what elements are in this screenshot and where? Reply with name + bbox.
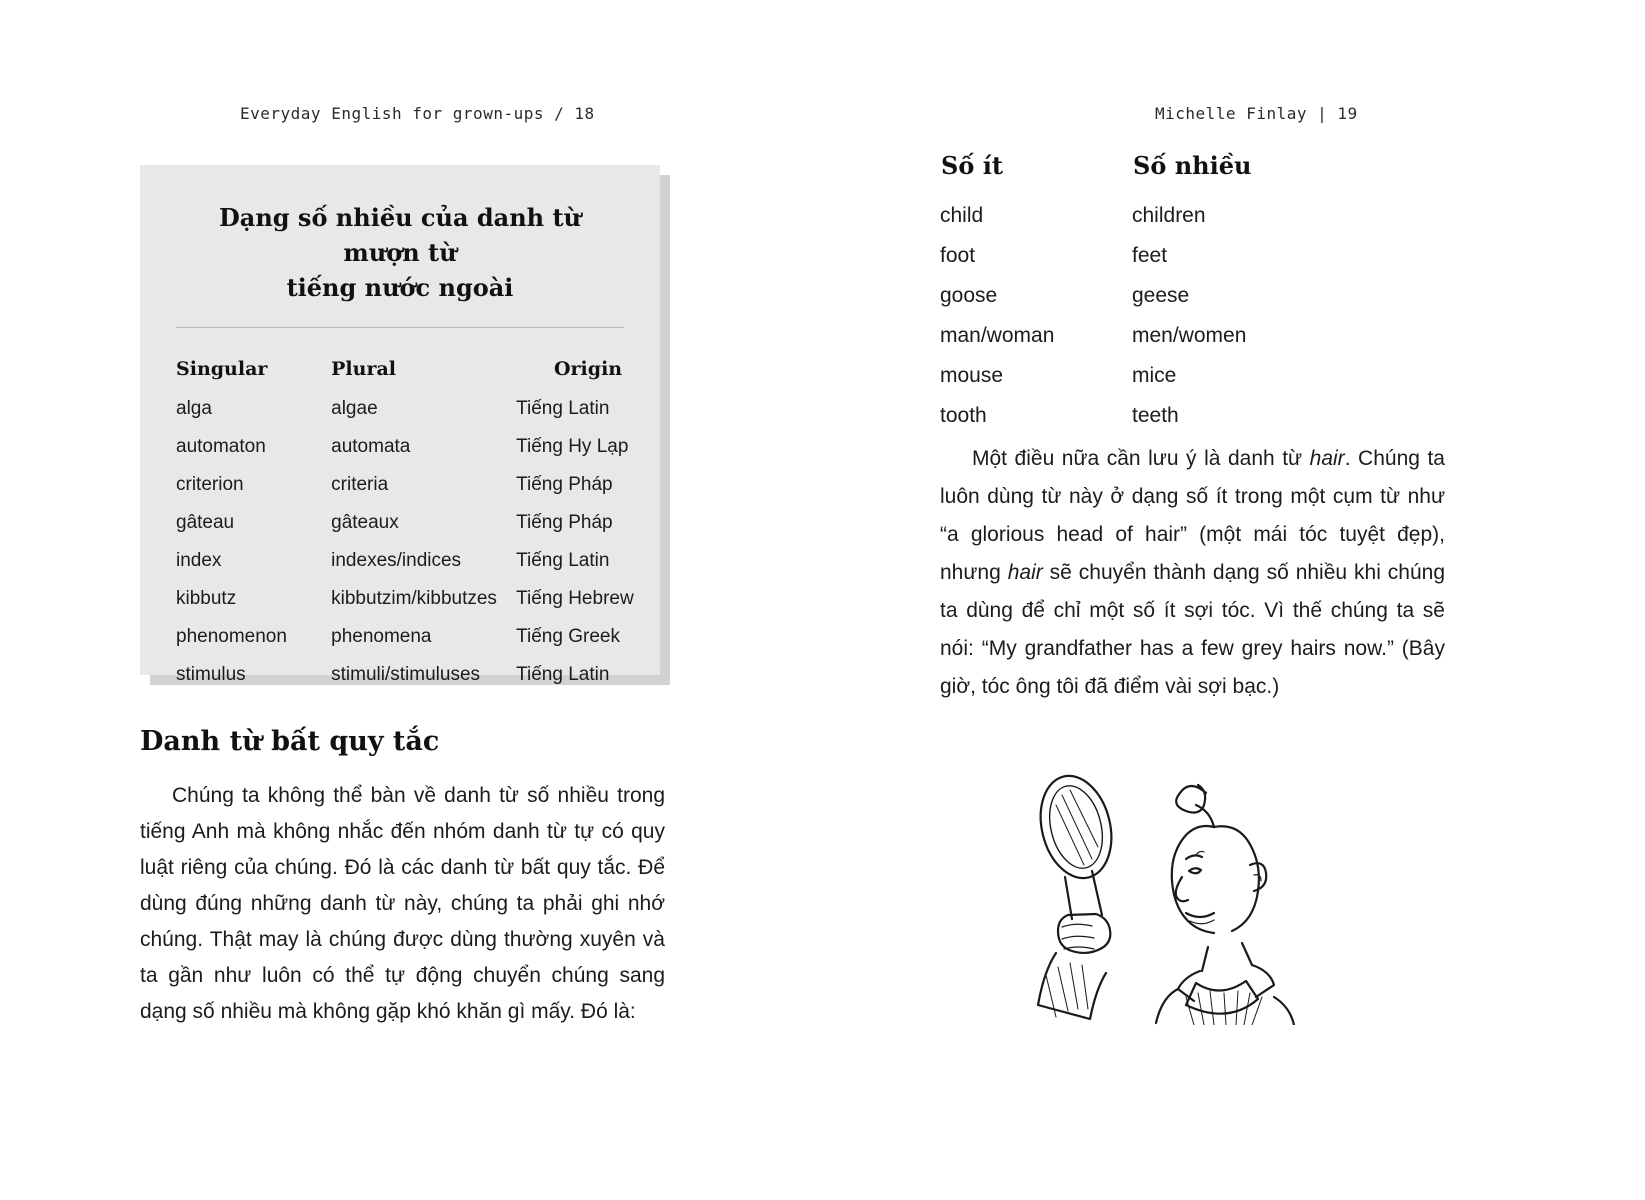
man-with-hand-mirror-illustration	[1010, 735, 1330, 1025]
borrowed-nouns-box	[140, 165, 660, 686]
table-row	[140, 390, 660, 428]
paragraph	[940, 440, 1445, 706]
cell-singular: child	[940, 204, 984, 227]
cell-singular: goose	[940, 284, 998, 307]
cell-origin: Tiếng Hebrew	[516, 588, 634, 610]
paragraph: Chúng ta không thể bàn về danh từ số nhiều trong tiếng Anh mà không nhắc đến nhóm danh từ tự có quy luật riêng của chúng. Đó là các danh từ bất quy tắc. Để dùng đúng những danh từ này, chúng ta phải ghi nhớ chúng. Thật may là chúng được dùng thường xuyên và ta gần như luôn có thể tự động chuyển chúng sang dạng số nhiều mà không gặp khó khăn gì mấy. Đó là:	[140, 784, 665, 1023]
table-row	[940, 276, 1440, 316]
cell-plural: criteria	[331, 474, 389, 496]
column-header-plural-vi: Số nhiều	[1133, 151, 1252, 180]
column-header-singular-vi: Số ít	[941, 151, 1003, 180]
table-header-row	[940, 150, 1440, 196]
title-divider	[176, 327, 624, 328]
table-row	[140, 580, 660, 618]
table-row	[940, 356, 1440, 396]
cell-origin: Tiếng Latin	[516, 550, 610, 572]
irregular-nouns-table	[940, 150, 1440, 436]
cell-singular: phenomenon	[176, 626, 287, 648]
cell-origin: Tiếng Greek	[516, 626, 620, 648]
table-row	[940, 196, 1440, 236]
right-page-running-head: Michelle Finlay | 19	[1155, 104, 1358, 123]
table-row	[940, 316, 1440, 356]
column-header-plural: Plural	[331, 358, 396, 381]
cell-singular: criterion	[176, 474, 244, 496]
hair-note-paragraph	[940, 440, 1445, 706]
cell-singular: index	[176, 550, 222, 572]
cell-plural: men/women	[1132, 324, 1247, 347]
cell-singular: man/woman	[940, 324, 1055, 347]
cell-singular: kibbutz	[176, 588, 237, 610]
cell-origin: Tiếng Pháp	[516, 474, 613, 496]
section-heading: Danh từ bất quy tắc	[140, 726, 440, 757]
cell-plural: phenomena	[331, 626, 432, 648]
table-row	[140, 542, 660, 580]
text-segment: . Chúng ta luôn dùng từ này ở dạng số ít trong một cụm từ như “a glorious head of hair” (một mái tóc tuyệt đẹp), nhưng	[940, 447, 1445, 584]
table-header-row	[140, 350, 660, 390]
table-row	[940, 396, 1440, 436]
text-segment: sẽ chuyển thành dạng số nhiều khi chúng ta dùng để chỉ một số ít sợi tóc. Vì thế chúng ta sẽ nói: “My grandfather has a few grey hairs now.” (Bây giờ, tóc ông tôi đã điểm vài sợi bạc.)	[940, 561, 1446, 698]
cell-singular: alga	[176, 398, 212, 420]
cell-origin: Tiếng Latin	[516, 398, 610, 420]
table-row	[140, 656, 660, 694]
cell-plural: teeth	[1132, 404, 1179, 427]
cell-singular: automaton	[176, 436, 266, 458]
cell-plural: gâteaux	[331, 512, 399, 534]
cell-singular: gâteau	[176, 512, 235, 534]
cell-origin: Tiếng Pháp	[516, 512, 613, 534]
borrowed-nouns-title-line2: tiếng nước ngoài	[286, 272, 514, 302]
cell-origin: Tiếng Latin	[516, 664, 610, 686]
table-row	[140, 466, 660, 504]
cell-singular: tooth	[940, 404, 987, 427]
cell-plural: indexes/indices	[331, 550, 462, 572]
cell-origin: Tiếng Hy Lạp	[516, 436, 629, 458]
table-row	[940, 236, 1440, 276]
emphasis-hair: hair	[1007, 561, 1043, 584]
text-segment: Một điều nữa cần lưu ý là danh từ	[972, 447, 1310, 470]
borrowed-nouns-table	[140, 350, 660, 694]
section-body-text	[140, 778, 665, 1030]
cell-plural: algae	[331, 398, 378, 420]
cell-plural: geese	[1132, 284, 1190, 307]
cell-singular: stimulus	[176, 664, 246, 686]
cell-plural: children	[1132, 204, 1206, 227]
cell-singular: foot	[940, 244, 976, 267]
table-row	[140, 618, 660, 656]
column-header-origin: Origin	[554, 358, 623, 381]
borrowed-nouns-title-line1: Dạng số nhiều của danh từ mượn từ	[218, 203, 581, 267]
cell-plural: kibbutzim/kibbutzes	[331, 588, 497, 610]
table-row	[140, 428, 660, 466]
cell-plural: mice	[1132, 364, 1177, 387]
cell-singular: mouse	[940, 364, 1004, 387]
cell-plural: feet	[1132, 244, 1168, 267]
emphasis-hair: hair	[1309, 447, 1345, 470]
borrowed-nouns-title	[186, 201, 614, 305]
left-page-running-head: Everyday English for grown-ups / 18	[240, 104, 595, 123]
column-header-singular: Singular	[176, 358, 268, 381]
cell-plural: stimuli/stimuluses	[331, 664, 481, 686]
table-row	[140, 504, 660, 542]
cell-plural: automata	[331, 436, 411, 458]
